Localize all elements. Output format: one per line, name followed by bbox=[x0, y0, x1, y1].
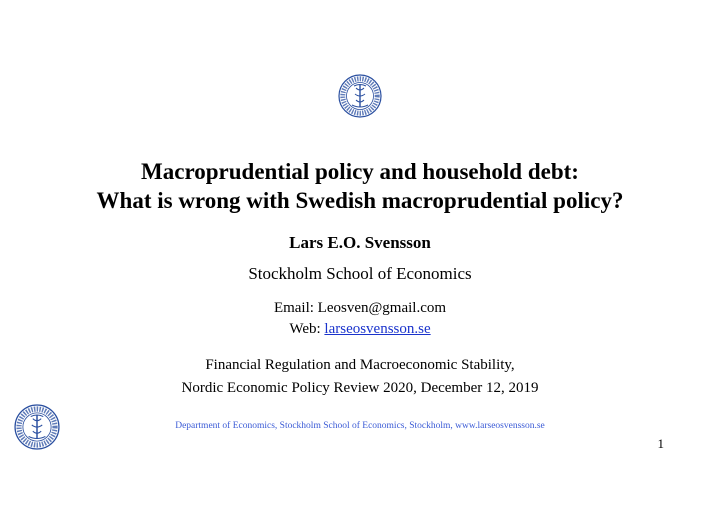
email-line: Email: Leosven@gmail.com bbox=[273, 300, 447, 316]
slide-title bbox=[0, 157, 720, 215]
footer-text: Department of Economics, Stockholm School of Economics, Stockholm, www.larseosvensson.se bbox=[175, 421, 545, 431]
web-line bbox=[0, 321, 720, 338]
web-prefix: Web: bbox=[289, 321, 325, 337]
sse-seal-icon bbox=[338, 74, 382, 118]
author-name: Lars E.O. Svensson bbox=[289, 233, 431, 252]
conference-line-2: Nordic Economic Policy Review 2020, December 12, 2019 bbox=[181, 380, 539, 396]
page-number: 1 bbox=[657, 436, 664, 451]
title-line-1: Macroprudential policy and household debt: bbox=[141, 159, 579, 184]
sse-logo-top bbox=[338, 74, 382, 118]
author-affiliation: Stockholm School of Economics bbox=[248, 264, 472, 283]
website-link[interactable]: larseosvensson.se bbox=[324, 321, 431, 337]
title-line-2: What is wrong with Swedish macroprudential policy? bbox=[96, 188, 624, 213]
conference-line-1: Financial Regulation and Macroeconomic Stability, bbox=[205, 357, 515, 373]
